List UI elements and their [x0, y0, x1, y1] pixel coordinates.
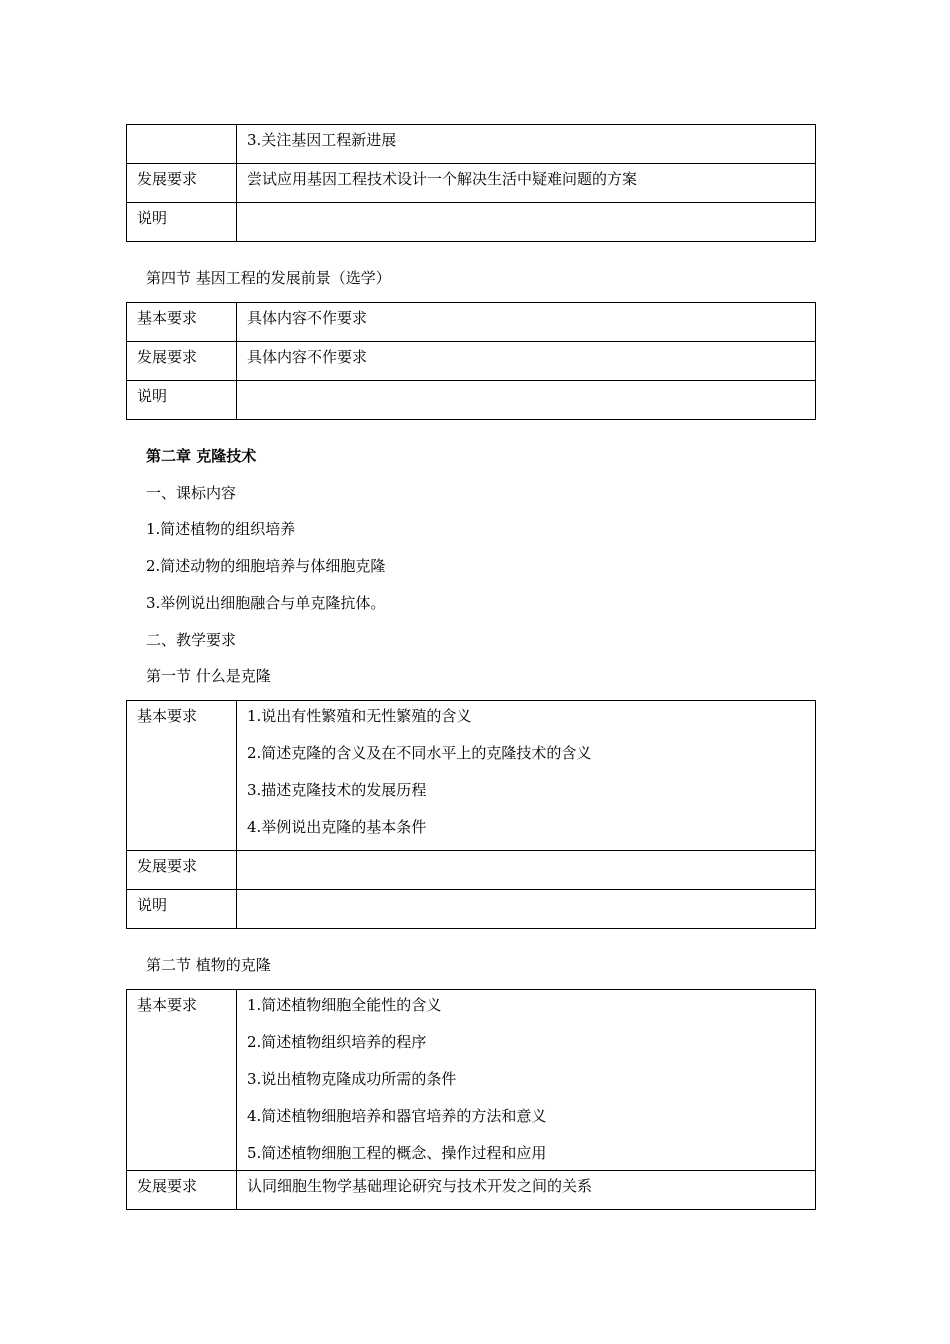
- table-cell-content: [237, 990, 816, 1171]
- table-section1: [126, 700, 816, 929]
- course-standard-heading: 一、课标内容: [146, 484, 237, 502]
- table-cell-content: 尝试应用基因工程技术设计一个解决生活中疑难问题的方案: [237, 164, 816, 203]
- table-cell-label: 发展要求: [127, 342, 237, 381]
- table-row: [127, 381, 816, 420]
- list-item: 3.说出植物克隆成功所需的条件: [247, 1070, 457, 1088]
- table-cell-content: [237, 851, 816, 890]
- list-item: 2.简述动物的细胞培养与体细胞克隆: [146, 557, 386, 575]
- table-row: [127, 125, 816, 164]
- table-section4: [126, 302, 816, 420]
- table-row: [127, 851, 816, 890]
- table-cell-label: 说明: [127, 890, 237, 929]
- list-item: 2.简述植物组织培养的程序: [247, 1033, 427, 1051]
- table-row: [127, 303, 816, 342]
- list-item: 4.举例说出克隆的基本条件: [247, 818, 427, 836]
- teaching-requirements-heading: 二、教学要求: [146, 631, 237, 649]
- section2-title: 第二节 植物的克隆: [146, 956, 271, 974]
- list-item: 1.简述植物的组织培养: [146, 520, 296, 538]
- table-row: [127, 203, 816, 242]
- table-cell-label: 基本要求: [127, 303, 237, 342]
- table-cell-content: 具体内容不作要求: [237, 342, 816, 381]
- table-row: [127, 701, 816, 851]
- chapter-title: 第二章 克隆技术: [146, 447, 257, 465]
- table-cell-label: 发展要求: [127, 164, 237, 203]
- table-top: [126, 124, 816, 242]
- table-cell-content: 3.关注基因工程新进展: [237, 125, 816, 164]
- table-cell-label: 基本要求: [127, 701, 237, 851]
- table-cell-content: 认同细胞生物学基础理论研究与技术开发之间的关系: [237, 1171, 816, 1210]
- list-item: 1.说出有性繁殖和无性繁殖的含义: [247, 707, 472, 725]
- table-cell-label: 说明: [127, 381, 237, 420]
- table-row: [127, 164, 816, 203]
- section4-title: 第四节 基因工程的发展前景（选学）: [146, 269, 391, 287]
- list-item: 3.举例说出细胞融合与单克隆抗体。: [146, 594, 386, 612]
- table-cell-content: [237, 381, 816, 420]
- table-cell-content: [237, 203, 816, 242]
- table-cell-label: 发展要求: [127, 851, 237, 890]
- table-row: [127, 342, 816, 381]
- list-item: 5.简述植物细胞工程的概念、操作过程和应用: [247, 1144, 547, 1162]
- list-item: 2.简述克隆的含义及在不同水平上的克隆技术的含义: [247, 744, 592, 762]
- list-item: 1.简述植物细胞全能性的含义: [247, 996, 442, 1014]
- table-row: [127, 1171, 816, 1210]
- table-cell-label: [127, 125, 237, 164]
- table-cell-label: 基本要求: [127, 990, 237, 1171]
- table-cell-label: 发展要求: [127, 1171, 237, 1210]
- table-cell-content: [237, 890, 816, 929]
- table-row: [127, 990, 816, 1171]
- table-cell-content: 具体内容不作要求: [237, 303, 816, 342]
- table-section2: [126, 989, 816, 1210]
- table-cell-label: 说明: [127, 203, 237, 242]
- list-item: 3.描述克隆技术的发展历程: [247, 781, 427, 799]
- list-item: 4.简述植物细胞培养和器官培养的方法和意义: [247, 1107, 547, 1125]
- section1-title: 第一节 什么是克隆: [146, 667, 271, 685]
- table-cell-content: [237, 701, 816, 851]
- table-row: [127, 890, 816, 929]
